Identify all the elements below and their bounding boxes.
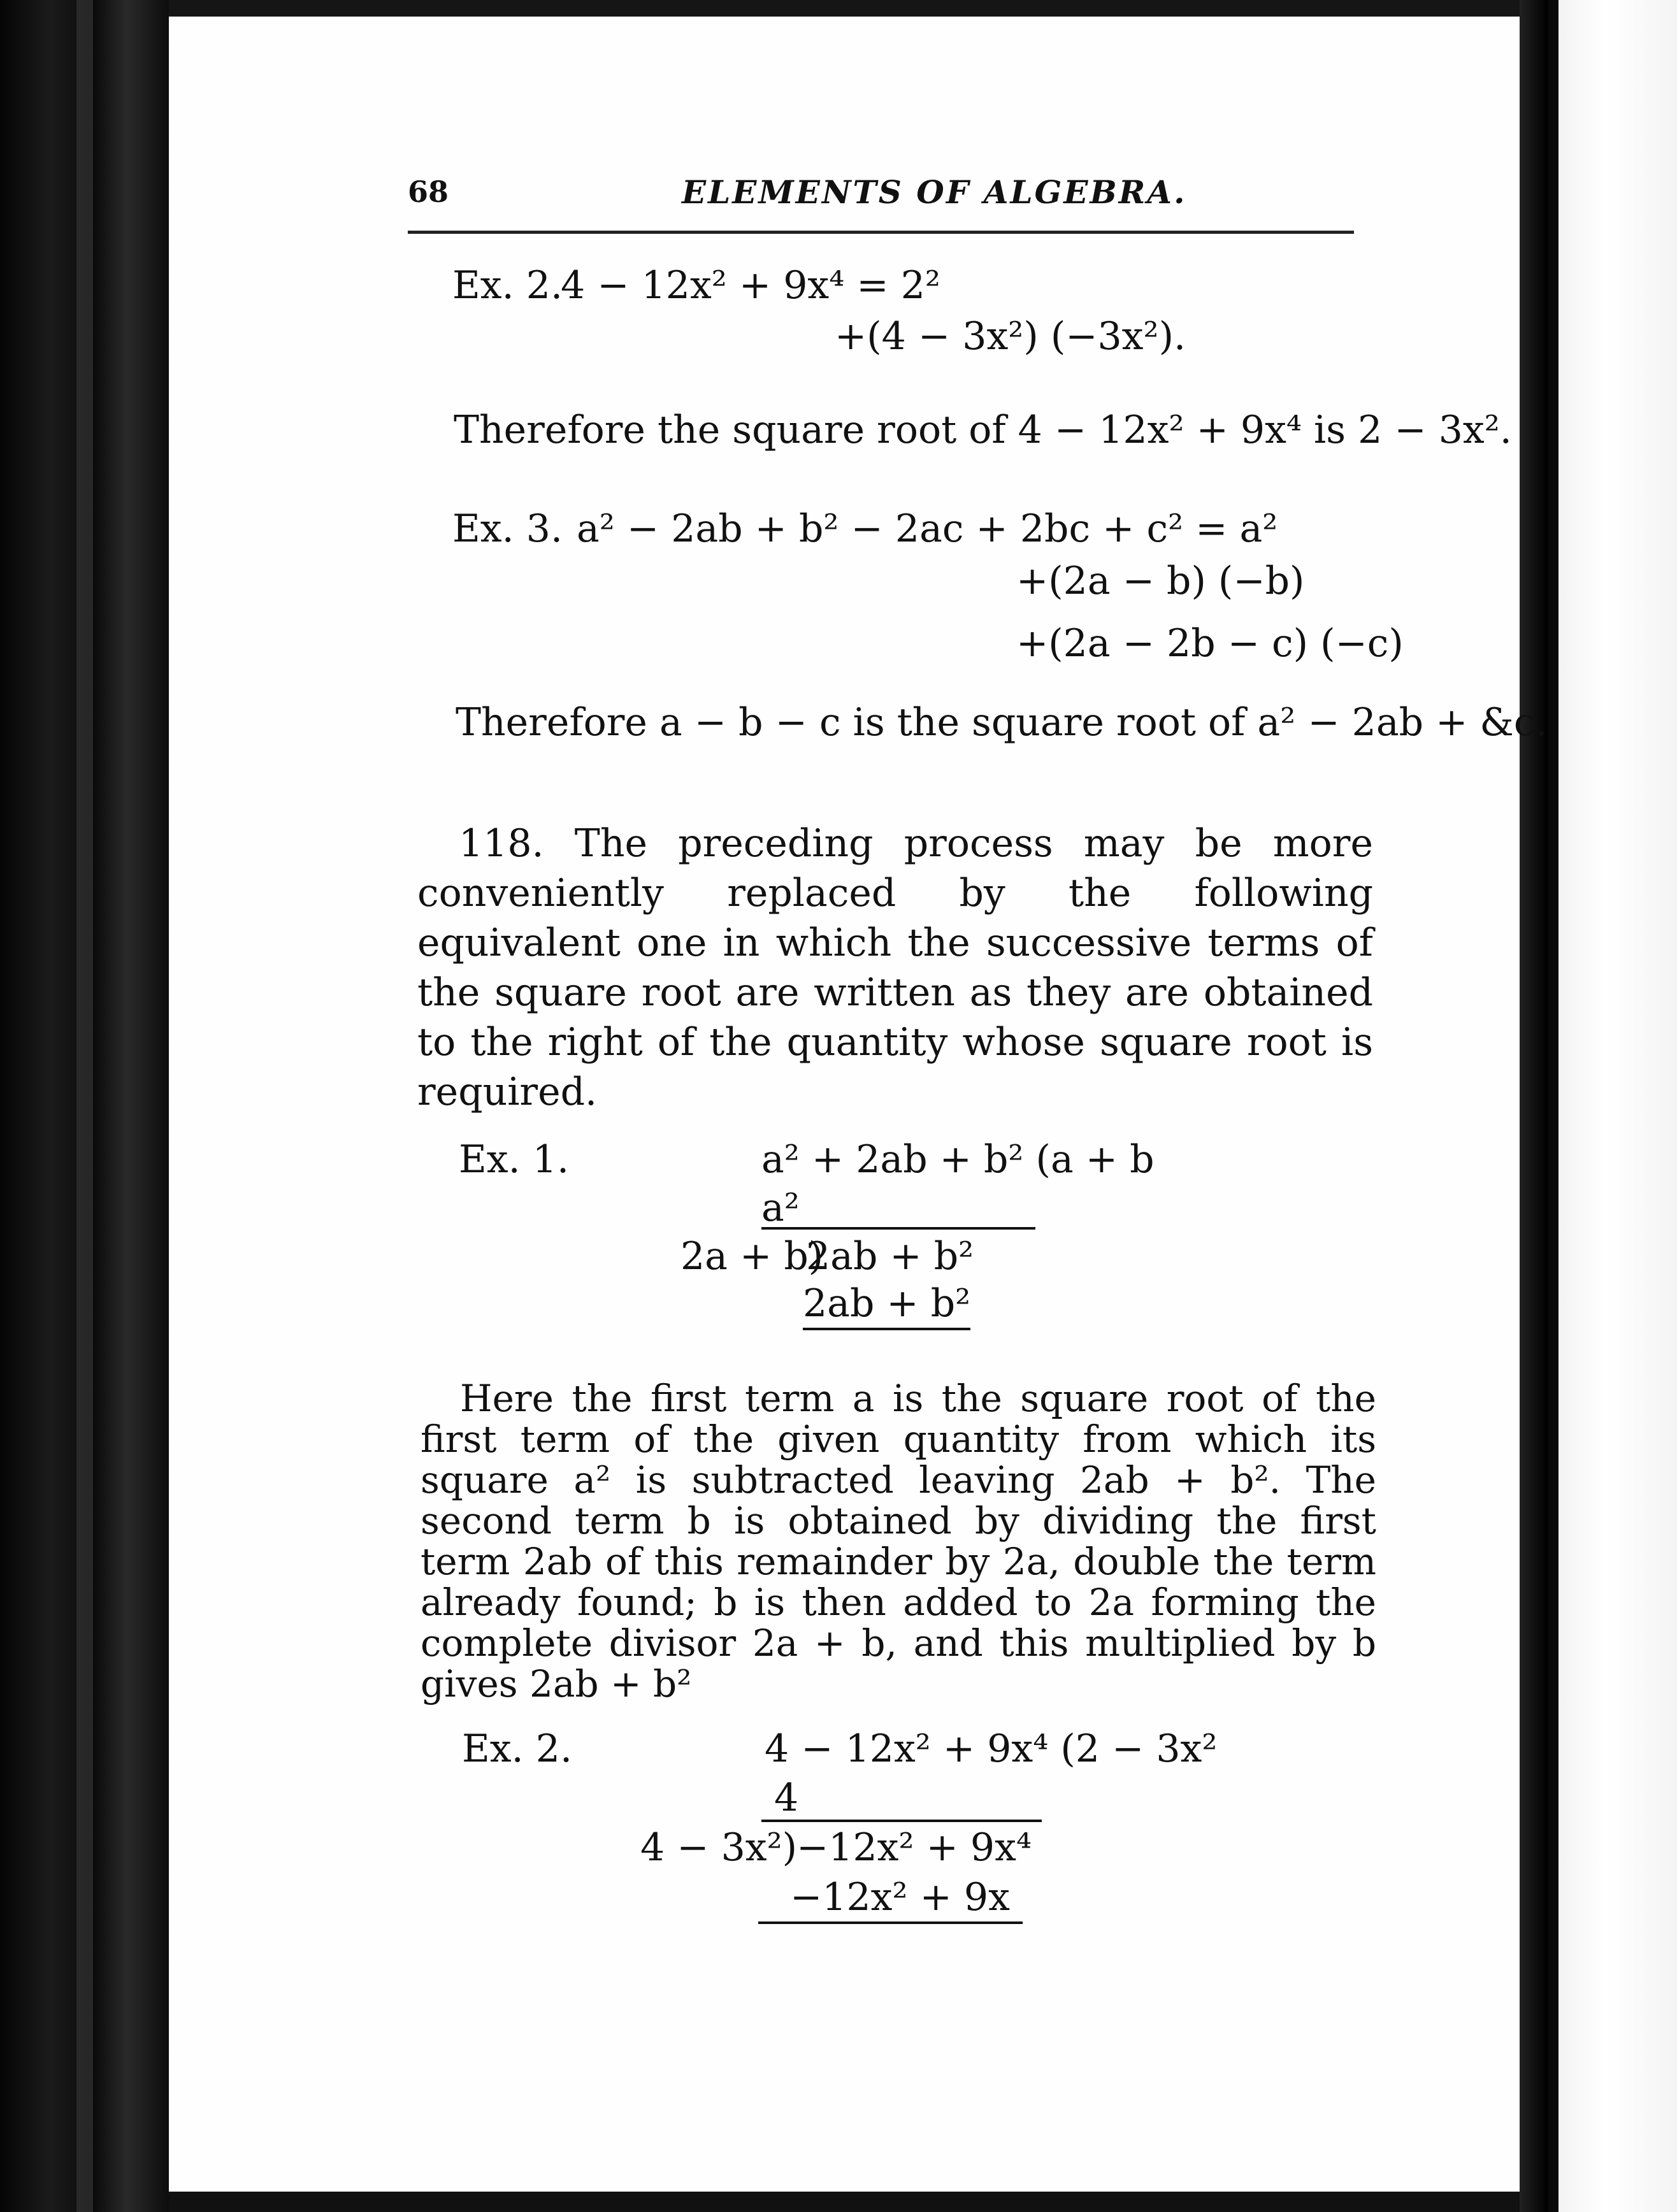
ex1-first-square: a² [761, 1186, 800, 1230]
ex1-product: 2ab + b² [803, 1284, 970, 1330]
ex2-top-line1: 4 − 12x² + 9x⁴ = 2² [561, 263, 940, 308]
ex2-bottom-dividend: 4 − 12x² + 9x⁴ (2 − 3x² [765, 1727, 1218, 1771]
explanation-paragraph: Here the first term a is the square root of the first term of the given quantity from which its square a² is subtracted leaving 2ab + b². The second term b is obtained by dividing the first term 2ab of this remainder by 2a, double the term already found; b is then added to 2a forming the complete divisor 2a + b, and this multiplied by b gives 2ab + b² [421, 1377, 1376, 1706]
ex2-bottom-overline [761, 1820, 1042, 1822]
ex1-label: Ex. 1. [459, 1137, 570, 1182]
ex1-divisor: 2a + b) [680, 1234, 824, 1279]
ex2-top-line2: +(4 − 3x²) (−3x²). [835, 314, 1186, 359]
running-title: ELEMENTS OF ALGEBRA. [682, 173, 1187, 211]
scan-bottom-edge [169, 2192, 1520, 2212]
scan-right-edge [1520, 0, 1677, 2212]
ex2-top-conclusion: Therefore the square root of 4 − 12x² + 9x⁴ is 2 − 3x². [454, 408, 1512, 452]
header-rule [408, 231, 1354, 234]
page-number: 68 [408, 175, 449, 209]
ex2-bottom-product: −12x² + 9x [758, 1878, 1023, 1924]
ex2-bottom-first-square: 4 [774, 1776, 799, 1820]
ex3-line1: a² − 2ab + b² − 2ac + 2bc + c² = a² [577, 506, 1278, 551]
section-118-paragraph: 118. The preceding process may be more conveniently replaced by the following equivalent one in which the successive terms of the square root are written as they are obtained to the right of the quantity whose square root is required. [417, 821, 1373, 1114]
ex2-bottom-divisor: 4 − 3x²) [640, 1825, 798, 1870]
page-right-border [1548, 0, 1558, 2212]
ex2-bottom-label: Ex. 2. [462, 1727, 573, 1771]
ex1-remainder: 2ab + b² [806, 1234, 974, 1279]
ex3-line3: +(2a − 2b − c) (−c) [1016, 621, 1404, 666]
ex3-conclusion: Therefore a − b − c is the square root of a² − 2ab + &c. [456, 700, 1548, 745]
scan-top-edge [169, 0, 1520, 17]
ex2-bottom-remainder: −12x² + 9x⁴ [796, 1825, 1032, 1870]
spine-strip [76, 0, 93, 2212]
ex3-line2: +(2a − b) (−b) [1016, 559, 1305, 603]
ex1-overline [761, 1227, 1035, 1230]
ex3-label: Ex. 3. [452, 506, 563, 551]
ex2-top-label: Ex. 2. [452, 263, 563, 308]
ex1-dividend: a² + 2ab + b² (a + b [761, 1137, 1155, 1182]
